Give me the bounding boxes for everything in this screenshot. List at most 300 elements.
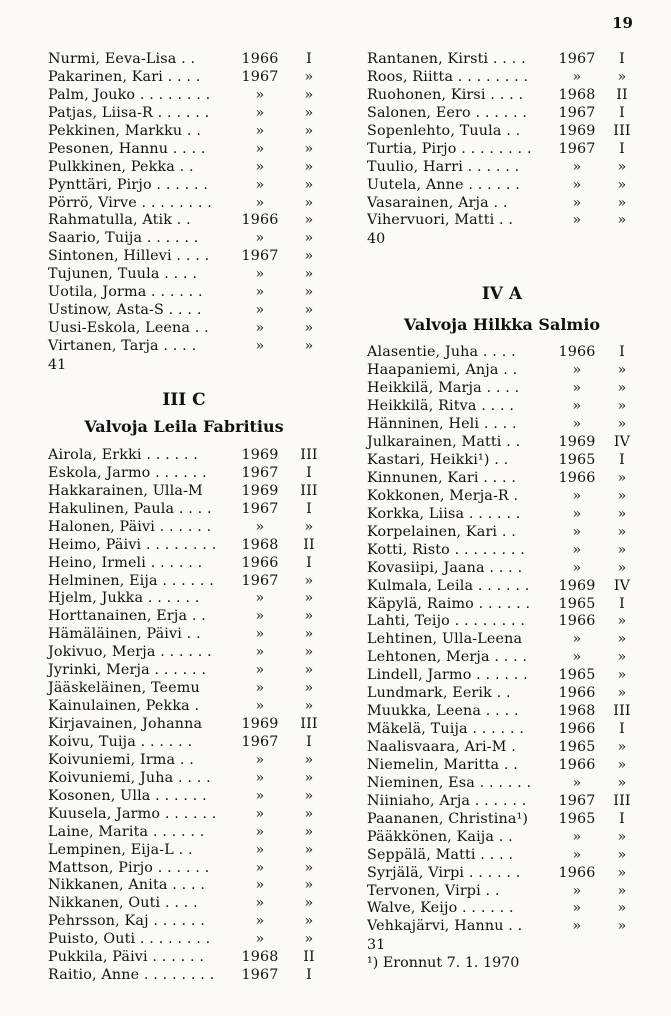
student-name: Rahmatulla, Atik . . [48, 212, 191, 229]
student-year: » [255, 230, 265, 247]
student-grade: » [304, 176, 314, 193]
student-grade: » [617, 846, 627, 863]
student-row [48, 555, 320, 573]
student-name: Heikkilä, Ritva . . . . [367, 398, 515, 415]
student-grade: » [617, 212, 627, 229]
student-row [48, 123, 320, 141]
student-name: Laine, Marita . . . . . . [48, 823, 205, 840]
student-row [48, 248, 320, 266]
student-year: » [255, 823, 265, 840]
student-name: Tujunen, Tuula . . . . [48, 266, 198, 283]
student-year: » [572, 774, 582, 791]
student-name: Syrjälä, Virpi . . . . . . [367, 864, 521, 881]
student-row [48, 284, 320, 302]
student-year: » [255, 680, 265, 697]
student-year: » [572, 900, 582, 917]
student-row [48, 519, 320, 537]
student-name: Naalisvaara, Ari-M . [367, 739, 516, 755]
student-grade: I [619, 140, 625, 157]
supervisor-heading-iv-a: Valvoja Hilkka Salmio [403, 315, 601, 335]
student-row [48, 87, 320, 105]
student-year: » [255, 194, 265, 211]
student-name: Koivu, Tuija . . . . . . [48, 733, 193, 750]
student-grade: » [304, 194, 314, 211]
student-name: Nikkanen, Outi . . . . [48, 895, 198, 912]
student-name: Salonen, Eero . . . . . . [367, 104, 528, 121]
student-grade: » [304, 787, 314, 804]
student-row [367, 667, 637, 685]
student-row [367, 739, 637, 757]
student-name: Turtia, Pirjo . . . . . . . . [367, 140, 532, 157]
student-name: Mattson, Pirjo . . . . . . [48, 859, 210, 876]
student-name: Vasarainen, Arja . . [367, 194, 508, 211]
student-year: » [255, 104, 265, 121]
student-grade: » [304, 212, 314, 229]
student-year: » [572, 631, 582, 648]
student-name: Hjelm, Jukka . . . . . . [48, 590, 200, 607]
student-name: Niemelin, Maritta . . [367, 756, 518, 773]
student-year: » [255, 698, 265, 715]
student-row [48, 483, 320, 501]
student-name: Nurmi, Eeva-Lisa . . [48, 51, 196, 67]
student-row [367, 900, 637, 918]
student-year: 1966 [558, 721, 596, 738]
student-year: » [255, 176, 265, 193]
student-year: 1967 [558, 792, 596, 809]
student-year: » [572, 559, 582, 576]
student-year: 1967 [558, 51, 596, 67]
student-name: Pukkila, Päivi . . . . . . [48, 949, 205, 966]
student-row [367, 177, 637, 195]
student-name: Haapaniemi, Anja . . [367, 362, 518, 379]
student-grade: » [617, 68, 627, 85]
student-row [48, 608, 320, 626]
student-name: Saario, Tuija . . . . . . [48, 230, 199, 247]
student-grade: » [304, 104, 314, 121]
student-grade: I [619, 104, 625, 121]
left-top-count: 41 [48, 356, 67, 373]
student-name: Nieminen, Esa . . . . . . [367, 774, 532, 791]
student-name: Kokkonen, Merja-R . [367, 487, 519, 504]
student-row [367, 703, 637, 721]
student-row [48, 931, 320, 949]
student-row [48, 573, 320, 591]
supervisor-heading-iii-c: Valvoja Leila Fabritius [84, 416, 284, 436]
student-year: 1969 [558, 434, 596, 451]
student-grade: IV [613, 577, 631, 594]
student-year: » [255, 751, 265, 768]
student-row [367, 578, 637, 596]
student-row [367, 123, 637, 141]
student-grade: » [304, 751, 314, 768]
student-grade: III [613, 122, 631, 139]
student-row [367, 398, 637, 416]
student-row [367, 159, 637, 177]
student-row [48, 230, 320, 248]
student-grade: » [617, 541, 627, 558]
student-row [48, 842, 320, 860]
student-name: Kirjavainen, Johanna [48, 716, 203, 732]
student-row [367, 87, 637, 105]
student-year: » [255, 769, 265, 786]
student-grade: » [304, 769, 314, 786]
student-grade: I [619, 344, 625, 361]
student-row [48, 465, 320, 483]
student-year: 1969 [241, 716, 279, 732]
student-name: Raitio, Anne . . . . . . . . [48, 967, 215, 984]
student-grade: III [613, 703, 631, 720]
student-year: » [255, 608, 265, 625]
student-year: » [572, 362, 582, 379]
student-year: » [255, 877, 265, 894]
student-grade: » [617, 828, 627, 845]
student-year: » [255, 895, 265, 912]
student-row [367, 596, 637, 614]
student-grade: I [306, 464, 312, 481]
student-grade: III [300, 716, 318, 732]
right-column [367, 51, 637, 972]
right-section-count: 31 [367, 937, 386, 954]
footnote: ¹) Eronnut 7. 1. 1970 [367, 955, 520, 972]
student-grade: I [306, 500, 312, 517]
student-row [367, 793, 637, 811]
student-name: Sopenlehto, Tuula . . [367, 122, 521, 139]
student-year: » [255, 662, 265, 679]
student-row [367, 212, 637, 230]
left-top-list [48, 51, 320, 356]
student-grade: » [617, 667, 627, 684]
student-grade: » [304, 805, 314, 822]
student-grade: I [306, 733, 312, 750]
student-grade: » [304, 823, 314, 840]
student-name: Roos, Riitta . . . . . . . . [367, 68, 529, 85]
student-grade: II [303, 536, 315, 553]
student-row [48, 967, 320, 985]
student-name: Virtanen, Tarja . . . . [48, 338, 197, 354]
student-grade: » [304, 68, 314, 85]
student-row [367, 380, 637, 398]
student-row [48, 266, 320, 284]
student-row [367, 452, 637, 470]
student-name: Korkka, Liisa . . . . . . [367, 505, 521, 522]
student-grade: » [304, 140, 314, 157]
student-year: 1967 [241, 464, 279, 481]
student-grade: » [304, 841, 314, 858]
student-row [367, 542, 637, 560]
student-year: » [572, 846, 582, 863]
student-year: » [255, 859, 265, 876]
student-grade: » [617, 523, 627, 540]
student-year: 1967 [558, 104, 596, 121]
student-row [367, 195, 637, 213]
student-row [48, 734, 320, 752]
student-name: Käpylä, Raimo . . . . . . [367, 595, 531, 612]
student-grade: » [617, 469, 627, 486]
student-name: Ruohonen, Kirsi . . . . [367, 86, 524, 103]
student-year: 1966 [558, 864, 596, 881]
student-name: Lempinen, Eija-L . . [48, 841, 193, 858]
student-row [48, 806, 320, 824]
student-grade: » [617, 918, 627, 935]
student-year: 1966 [241, 554, 279, 571]
student-row [367, 560, 637, 578]
student-row [48, 447, 320, 465]
student-row [48, 501, 320, 519]
student-year: » [572, 176, 582, 193]
student-row [367, 775, 637, 793]
student-row [367, 362, 637, 380]
student-grade: » [617, 900, 627, 917]
student-row [48, 159, 320, 177]
student-year: » [572, 398, 582, 415]
student-row [48, 302, 320, 320]
student-row [367, 488, 637, 506]
student-row [367, 434, 637, 452]
student-year: 1968 [558, 703, 596, 720]
student-grade: » [617, 756, 627, 773]
student-grade: » [304, 680, 314, 697]
student-year: » [572, 212, 582, 229]
student-row [48, 320, 320, 338]
student-row [367, 416, 637, 434]
student-name: Kainulainen, Pekka . [48, 698, 200, 715]
student-year: 1969 [558, 122, 596, 139]
student-name: Halonen, Päivi . . . . . . [48, 518, 212, 535]
student-year: 1967 [241, 733, 279, 750]
student-row [48, 537, 320, 555]
student-grade: » [304, 158, 314, 175]
student-year: » [255, 626, 265, 643]
student-row [367, 811, 637, 829]
student-name: Kinnunen, Kari . . . . [367, 469, 517, 486]
student-grade: » [617, 613, 627, 630]
student-year: 1966 [241, 212, 279, 229]
student-year: » [572, 523, 582, 540]
student-row [48, 69, 320, 87]
student-grade: » [304, 284, 314, 301]
student-name: Mäkelä, Tuija . . . . . . [367, 721, 525, 738]
student-name: Puisto, Outi . . . . . . . . [48, 931, 211, 948]
student-name: Hämäläinen, Päivi . . [48, 626, 201, 643]
student-year: 1967 [241, 572, 279, 589]
student-year: » [572, 194, 582, 211]
student-grade: » [617, 505, 627, 522]
student-grade: » [617, 380, 627, 397]
student-year: » [255, 284, 265, 301]
student-year: 1966 [241, 51, 279, 67]
student-name: Muukka, Leena . . . . [367, 703, 519, 720]
student-name: Lehtinen, Ulla-Leena [367, 631, 523, 648]
student-year: » [572, 505, 582, 522]
student-grade: III [613, 792, 631, 809]
student-grade: » [304, 338, 314, 354]
student-grade: III [300, 482, 318, 499]
student-year: 1966 [558, 685, 596, 702]
student-year: » [572, 649, 582, 666]
student-grade: » [304, 931, 314, 948]
student-grade: » [617, 416, 627, 433]
student-year: 1968 [241, 949, 279, 966]
student-grade: » [304, 302, 314, 319]
student-name: Hakulinen, Paula . . . . [48, 500, 212, 517]
student-row [48, 51, 320, 69]
student-year: » [572, 158, 582, 175]
student-row [367, 918, 637, 936]
student-row [367, 883, 637, 901]
student-name: Kastari, Heikki¹) . . [367, 452, 509, 468]
student-year: » [572, 828, 582, 845]
student-grade: » [304, 590, 314, 607]
student-grade: » [304, 86, 314, 103]
student-row [48, 949, 320, 967]
student-name: Kovasiipi, Jaana . . . . [367, 559, 523, 576]
student-year: 1969 [241, 446, 279, 463]
student-row [367, 757, 637, 775]
student-row [367, 649, 637, 667]
student-row [48, 141, 320, 159]
student-year: 1965 [558, 667, 596, 684]
student-grade: » [304, 266, 314, 283]
student-grade: I [306, 51, 312, 67]
student-name: Lundmark, Eerik . . [367, 685, 511, 702]
student-year: » [255, 320, 265, 337]
student-year: » [572, 487, 582, 504]
student-name: Heimo, Päivi . . . . . . . . [48, 536, 217, 553]
student-name: Seppälä, Matti . . . . [367, 846, 514, 863]
student-name: Pekkinen, Markku . . [48, 122, 202, 139]
student-year: » [572, 380, 582, 397]
student-grade: » [304, 913, 314, 930]
student-grade: » [617, 649, 627, 666]
student-name: Uutela, Anne . . . . . . [367, 176, 520, 193]
student-year: 1967 [241, 967, 279, 984]
student-grade: » [304, 572, 314, 589]
student-grade: » [617, 739, 627, 755]
student-name: Pehrsson, Kaj . . . . . . [48, 913, 205, 930]
student-name: Uotila, Jorma . . . . . . [48, 284, 203, 301]
student-row [48, 177, 320, 195]
student-year: » [255, 805, 265, 822]
student-name: Tervonen, Virpi . . [367, 882, 500, 899]
student-name: Niiniaho, Arja . . . . . . [367, 792, 527, 809]
student-grade: » [304, 320, 314, 337]
right-top-list [367, 51, 637, 230]
student-grade: I [619, 721, 625, 738]
page-number: 19 [612, 14, 633, 32]
student-grade: » [304, 518, 314, 535]
student-row [48, 644, 320, 662]
student-grade: I [619, 595, 625, 612]
student-name: Lindell, Jarmo . . . . . . [367, 667, 528, 684]
student-name: Kuusela, Jarmo . . . . . . [48, 805, 217, 822]
right-top-count: 40 [367, 231, 386, 248]
student-grade: I [306, 967, 312, 984]
student-name: Palm, Jouko . . . . . . . . [48, 86, 211, 103]
student-name: Heikkilä, Marja . . . . [367, 380, 520, 397]
student-name: Ustinow, Asta-S . . . . [48, 302, 202, 319]
student-row [367, 685, 637, 703]
student-row [48, 195, 320, 213]
student-row [367, 865, 637, 883]
student-grade: » [617, 194, 627, 211]
student-name: Heino, Irmeli . . . . . . [48, 554, 203, 571]
student-year: » [255, 931, 265, 948]
student-year: 1969 [241, 482, 279, 499]
student-name: Pynttäri, Pirjo . . . . . . [48, 176, 209, 193]
student-row [48, 680, 320, 698]
student-grade: I [619, 452, 625, 468]
student-name: Kosonen, Ulla . . . . . . [48, 787, 207, 804]
student-grade: » [617, 559, 627, 576]
student-row [367, 524, 637, 542]
student-year: » [255, 140, 265, 157]
student-name: Lehtonen, Merja . . . . [367, 649, 528, 666]
student-row [367, 470, 637, 488]
student-year: 1966 [558, 613, 596, 630]
left-column [48, 51, 320, 985]
student-year: » [255, 158, 265, 175]
student-row [367, 721, 637, 739]
student-name: Pakarinen, Kari . . . . [48, 68, 201, 85]
student-name: Walve, Keijo . . . . . . [367, 900, 514, 917]
student-name: Patjas, Liisa-R . . . . . . [48, 104, 210, 121]
student-name: Alasentie, Juha . . . . [367, 344, 516, 361]
student-row [367, 344, 637, 362]
section-heading-iv-a: IV A [481, 284, 523, 305]
student-row [48, 913, 320, 931]
student-name: Airola, Erkki . . . . . . [48, 446, 198, 463]
student-year: » [255, 302, 265, 319]
student-row [48, 698, 320, 716]
student-year: » [572, 416, 582, 433]
student-name: Helminen, Eija . . . . . . [48, 572, 214, 589]
student-row [48, 716, 320, 734]
student-row [367, 847, 637, 865]
student-grade: » [617, 864, 627, 881]
student-year: » [255, 787, 265, 804]
student-year: 1965 [558, 452, 596, 468]
student-name: Korpelainen, Kari . . [367, 523, 516, 540]
student-year: 1968 [558, 86, 596, 103]
student-grade: » [304, 122, 314, 139]
student-year: » [255, 913, 265, 930]
student-row [48, 877, 320, 895]
student-year: 1965 [558, 595, 596, 612]
student-grade: » [617, 362, 627, 379]
student-row [48, 770, 320, 788]
student-grade: I [306, 554, 312, 571]
student-name: Paananen, Christina¹) [367, 810, 529, 827]
student-row [48, 752, 320, 770]
student-row [48, 662, 320, 680]
student-name: Kotti, Risto . . . . . . . . [367, 541, 525, 558]
student-year: 1967 [241, 68, 279, 85]
student-name: Sintonen, Hillevi . . . . [48, 248, 210, 265]
student-grade: » [617, 631, 627, 648]
student-grade: II [616, 86, 628, 103]
student-row [367, 51, 637, 69]
student-grade: » [304, 877, 314, 894]
student-grade: II [303, 949, 315, 966]
student-row [367, 631, 637, 649]
student-year: » [255, 590, 265, 607]
student-year: » [572, 68, 582, 85]
student-grade: III [300, 446, 318, 463]
student-row [367, 613, 637, 631]
student-name: Koivuniemi, Irma . . [48, 751, 194, 768]
student-row [367, 506, 637, 524]
student-row [367, 141, 637, 159]
